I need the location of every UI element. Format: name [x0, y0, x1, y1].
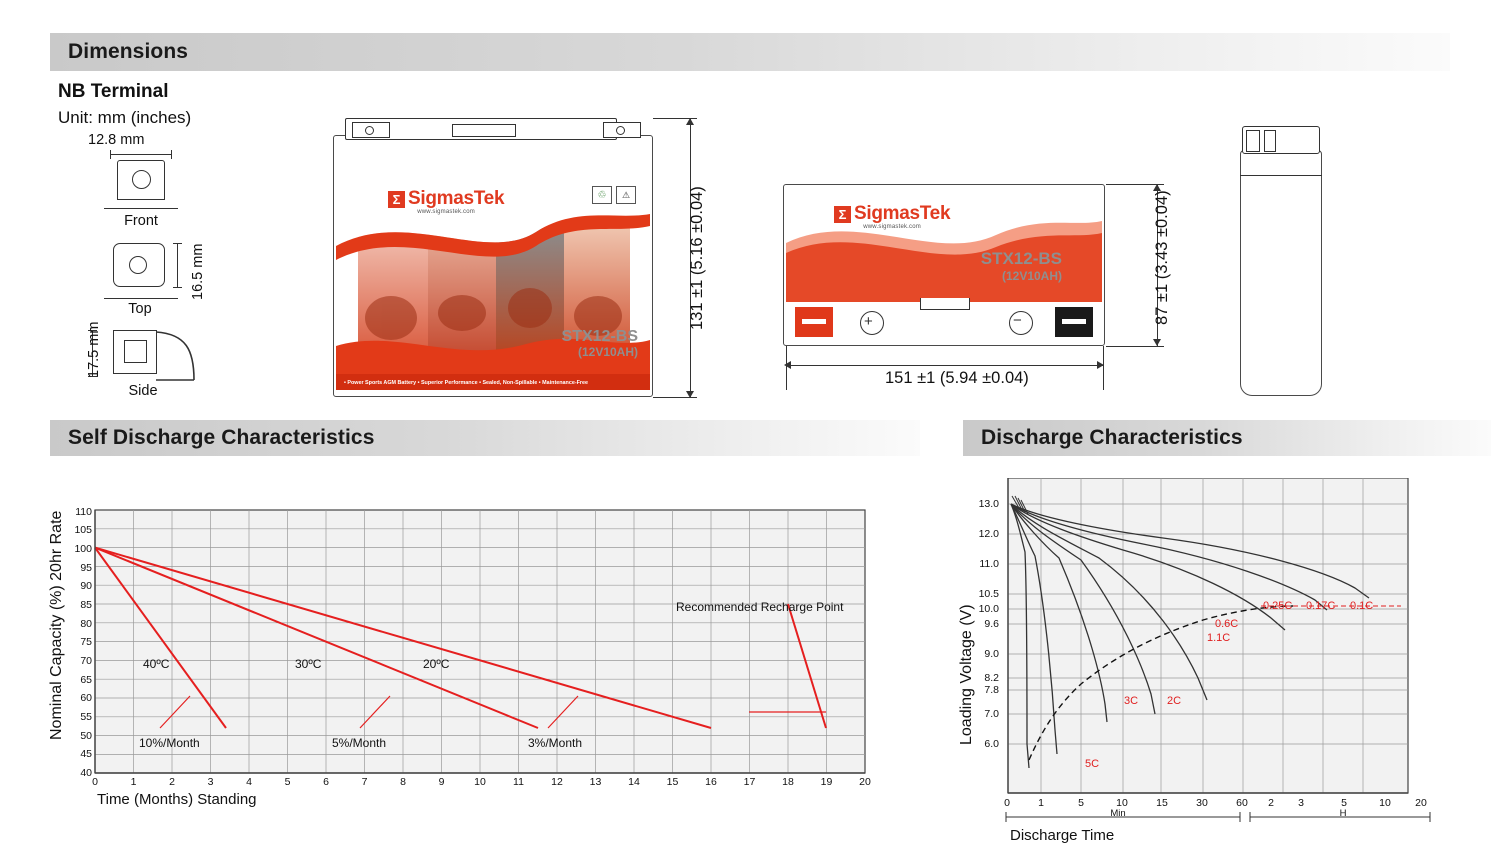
disc-label-01c: 0.1C — [1350, 600, 1374, 612]
self-ytick: 85 — [80, 599, 92, 611]
section-title: Self Discharge Characteristics — [68, 426, 375, 449]
battery-front-voltage: (12V10AH) — [577, 345, 638, 359]
disc-ytick: 12.0 — [978, 528, 999, 540]
battery-end-body — [1240, 150, 1322, 396]
disc-xtick-min: 5 — [1078, 797, 1084, 809]
disc-ytick: 10.5 — [978, 588, 999, 600]
terminal-front-hole-icon — [132, 170, 151, 189]
discharge-axis-brackets — [1000, 808, 1440, 826]
battery-front-model: STX12-BS — [561, 328, 638, 345]
self-xtick: 8 — [400, 776, 406, 788]
positive-symbol: + — [864, 313, 873, 330]
battery-side-model: STX12-BS — [980, 249, 1062, 268]
disc-xtick-min: 60 — [1236, 797, 1248, 809]
self-ytick: 105 — [74, 524, 92, 536]
self-annotation-recharge: Recommended Recharge Point — [676, 600, 844, 614]
self-xtick: 2 — [169, 776, 175, 788]
side-height-dim-text: 87 ±1 (3.43 ±0.04) — [1153, 190, 1171, 325]
disc-ytick: 6.0 — [984, 738, 999, 750]
self-ytick: 65 — [80, 674, 92, 686]
battery-side-brand: Σ SigmasTek www.sigmastek.com — [834, 203, 950, 230]
terminal-side-dim: 17.5 mm — [86, 321, 102, 378]
disc-ytick: 13.0 — [978, 498, 999, 510]
terminal-front-label: Front — [124, 213, 158, 229]
disc-ytick: 7.8 — [984, 684, 999, 696]
terminal-top-baseline — [104, 298, 178, 299]
dim-tick-top-lower — [173, 287, 182, 288]
dim-tick-front-right — [171, 150, 172, 159]
disc-ytick: 8.2 — [984, 672, 999, 684]
disc-label-2c: 2C — [1167, 695, 1182, 707]
negative-symbol: − — [1013, 312, 1022, 329]
battery-front-vent — [452, 124, 516, 137]
self-discharge-xlabel: Time (Months) Standing — [97, 791, 257, 808]
terminal-side-curve — [156, 330, 202, 390]
self-ytick: 90 — [80, 580, 92, 592]
self-xtick: 3 — [207, 776, 214, 788]
unit-label: Unit: mm (inches) — [58, 108, 192, 127]
disc-label-11c: 1.1C — [1207, 632, 1231, 644]
self-xtick: 1 — [130, 776, 137, 788]
section-title: Discharge Characteristics — [981, 426, 1243, 449]
terminal-side-label: Side — [128, 383, 158, 399]
side-length-ext-left — [786, 346, 787, 390]
self-ytick: 110 — [75, 506, 92, 518]
disc-label-017c: 0.17C — [1306, 600, 1336, 612]
section-header-self-discharge — [50, 420, 920, 456]
self-discharge-ylabel: Nominal Capacity (%) 20hr Rate — [48, 510, 65, 740]
battery-side-label — [786, 187, 1102, 302]
self-ytick: 60 — [80, 692, 92, 704]
self-ytick: 95 — [80, 562, 92, 574]
self-xtick: 10 — [474, 776, 486, 788]
disc-label-025c: 0.25C — [1263, 600, 1293, 612]
self-xtick: 13 — [589, 776, 602, 788]
self-annotation-3pct: 3%/Month — [528, 736, 583, 750]
disc-xtick-hr: 10 — [1379, 797, 1391, 809]
disc-xtick-hr: 5 — [1341, 797, 1347, 809]
self-xtick: 0 — [92, 776, 98, 788]
self-xtick: 14 — [628, 776, 640, 788]
self-ytick: 70 — [80, 655, 92, 667]
disc-xtick-min: 1 — [1038, 797, 1044, 809]
dim-tick-top-upper — [173, 243, 182, 244]
side-height-ext-top — [1106, 184, 1164, 185]
front-height-ext-top — [653, 118, 697, 119]
terminal-hole-right-icon — [616, 126, 625, 135]
disc-xtick-min: 15 — [1156, 797, 1168, 809]
self-ytick: 100 — [74, 543, 92, 555]
battery-side-notch — [920, 298, 970, 310]
discharge-ylabel: Loading Voltage (V) — [958, 604, 975, 745]
battery-side-voltage: (12V10AH) — [1001, 269, 1062, 283]
self-xtick: 11 — [513, 776, 524, 788]
self-xtick: 6 — [323, 776, 329, 788]
disc-ytick: 10.0 — [978, 603, 999, 615]
self-xtick: 16 — [705, 776, 717, 788]
terminal-type-label: NB Terminal — [58, 81, 169, 102]
discharge-xlabel: Discharge Time — [1010, 827, 1115, 844]
self-xtick: 12 — [551, 776, 563, 788]
front-height-dim-text: 131 ±1 (5.16 ±0.04) — [688, 186, 706, 330]
self-annotation-40c: 40ºC — [143, 657, 170, 671]
self-ytick: 80 — [80, 618, 92, 630]
terminal-front-baseline — [104, 208, 178, 209]
self-xtick: 19 — [820, 776, 833, 788]
svg-text:• Power Sports AGM Battery •: • Power Sports AGM Battery • Superior Performance • Sealed, Non-Spillable • Maintenance-Free — [344, 380, 588, 386]
recycle-icon: ♲ — [592, 186, 612, 204]
side-height-ext-bottom — [1106, 346, 1164, 347]
disc-ytick: 11.0 — [979, 558, 999, 570]
terminal-hole-left-icon — [365, 126, 374, 135]
terminal-top-dim: 16.5 mm — [190, 243, 206, 300]
side-length-dim-text: 151 ±1 (5.94 ±0.04) — [885, 369, 1029, 387]
disc-xtick-hr: 20 — [1415, 797, 1427, 809]
disc-ytick: 9.6 — [984, 618, 999, 630]
side-length-ext-right — [1103, 346, 1104, 390]
battery-front-label — [336, 168, 650, 390]
disc-label-3c: 3C — [1124, 695, 1139, 707]
self-xtick: 4 — [246, 776, 252, 788]
battery-end-terminal-left — [1246, 130, 1260, 152]
dim-tick-front-left — [110, 150, 111, 159]
battery-end-terminal-mid — [1264, 130, 1276, 152]
self-xtick: 5 — [284, 776, 291, 788]
disc-xtick-hr: 3 — [1298, 797, 1304, 809]
side-length-dim-line — [786, 365, 1104, 366]
self-xtick: 7 — [361, 776, 368, 788]
warning-icon: ⚠ — [616, 186, 636, 204]
terminal-top-label: Top — [128, 301, 152, 317]
sigma-logo-icon: Σ — [834, 206, 851, 223]
self-ytick: 75 — [80, 636, 92, 648]
self-ytick: 55 — [80, 711, 92, 723]
section-title: Dimensions — [68, 40, 189, 63]
terminal-top-hole-icon — [129, 256, 147, 274]
negative-marker — [1062, 319, 1086, 324]
self-xtick: 9 — [438, 776, 445, 788]
disc-xtick-hr: 2 — [1268, 797, 1274, 809]
self-xtick: 15 — [666, 776, 679, 788]
disc-label-06c: 0.6C — [1215, 618, 1239, 630]
self-ytick: 50 — [80, 730, 92, 742]
self-annotation-10pct: 10%/Month — [139, 736, 200, 750]
self-xtick: 18 — [782, 776, 794, 788]
self-ytick: 40 — [80, 767, 92, 779]
disc-xtick-min: 10 — [1116, 797, 1128, 809]
self-annotation-5pct: 5%/Month — [332, 736, 387, 750]
section-header-discharge — [963, 420, 1491, 456]
positive-marker — [802, 319, 826, 324]
side-height-arrow-bottom — [1153, 339, 1161, 346]
self-ytick: 45 — [80, 748, 92, 760]
disc-xtick-min: 0 — [1004, 797, 1010, 809]
disc-axis-group-min: Min — [1110, 808, 1126, 819]
disc-ytick: 9.0 — [984, 648, 999, 660]
self-annotation-20c: 20ºC — [423, 657, 450, 671]
dim-line-top — [177, 243, 178, 288]
self-xtick: 20 — [859, 776, 871, 788]
battery-end-seam — [1240, 175, 1322, 176]
dim-line-front — [110, 154, 172, 155]
section-header-dimensions — [50, 33, 1450, 71]
self-annotation-30c: 30ºC — [295, 657, 322, 671]
terminal-front-dim: 12.8 mm — [88, 132, 145, 148]
terminal-side-inner — [124, 340, 147, 363]
disc-axis-group-hr: H — [1339, 808, 1347, 819]
front-height-ext-bottom — [653, 397, 697, 398]
disc-ytick: 7.0 — [984, 708, 999, 720]
self-xtick: 17 — [743, 776, 756, 788]
disc-xtick-min: 30 — [1196, 797, 1208, 809]
sigma-logo-icon: Σ — [388, 191, 405, 208]
disc-label-5c: 5C — [1085, 758, 1100, 770]
battery-front-brand: Σ SigmasTek www.sigmastek.com — [388, 188, 504, 215]
